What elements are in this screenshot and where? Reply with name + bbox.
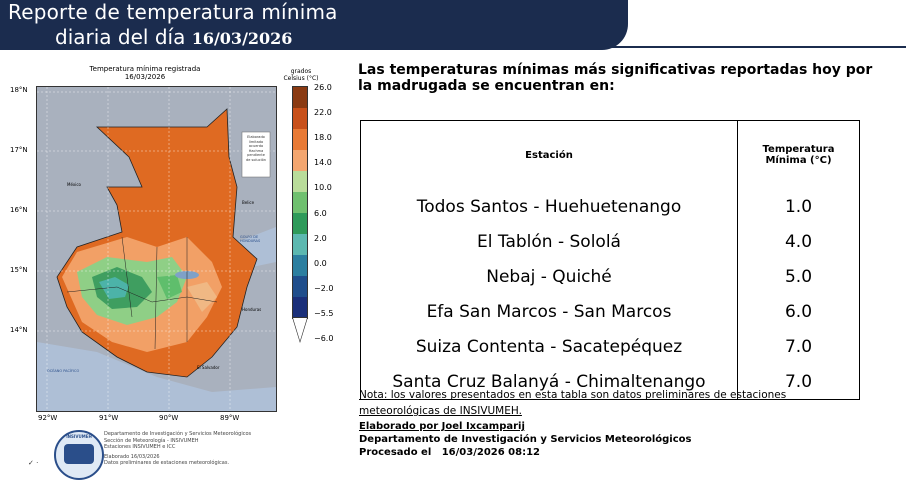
label-belice: Belice (242, 200, 255, 205)
author-line: Elaborado por Joel Ixcamparij (359, 421, 525, 432)
station-table (360, 120, 860, 400)
lat-label: 18°N (10, 86, 28, 94)
insivumeh-logo (54, 430, 104, 480)
min-temperature: 5.0 (784, 266, 813, 287)
colorbar-label: −5.5 (314, 308, 334, 318)
label-gulf: GOLFO DE HONDURAS (240, 235, 261, 243)
station-name: Suiza Contenta - Sacatepéquez (361, 329, 738, 364)
note-line: pendiente (247, 153, 265, 157)
map-credits (104, 431, 284, 467)
colorbar-label: 2.0 (314, 233, 327, 243)
temp-header-line1: Temperatura (762, 144, 835, 155)
lon-label: 89°W (220, 414, 240, 422)
colorbar-label: 0.0 (314, 258, 327, 268)
colorbar-label: −2.0 (314, 283, 334, 293)
report-title-banner (0, 0, 628, 50)
colorbar-segment (293, 234, 307, 255)
table-row (361, 224, 860, 259)
note-line1: Nota: los valores presentados en esta tabla son datos preliminares de estaciones (359, 389, 787, 401)
colorbar-label: 26.0 (314, 83, 332, 92)
label-el-salvador: El Salvador (197, 365, 220, 370)
colorbar-segment (293, 276, 307, 297)
station-table-body (361, 189, 860, 400)
credit-line: Elaborado 16/03/2026 (104, 453, 160, 460)
lon-label: 92°W (38, 414, 58, 422)
station-name: Santa Cruz Balanyá - Chimaltenango (361, 364, 738, 400)
report-title-text: diaria del día (55, 25, 186, 49)
temperature-map-panel (0, 58, 345, 467)
credit-line: Datos preliminares de estaciones meteorológicas. (104, 460, 230, 466)
table-row (361, 329, 860, 364)
bottom-fragment: ✓ · (28, 459, 39, 467)
colorbar-segment (293, 297, 307, 318)
map-title-line1: Temperatura mínima registrada (89, 65, 201, 73)
department-line: Departamento de Investigación y Servicios Meteorológicos (359, 434, 692, 445)
colorbar-title (283, 68, 319, 82)
colorbar-title-line1: grados (290, 68, 312, 75)
colorbar-label: 22.0 (314, 108, 332, 118)
report-title-line1: Reporte de temperatura mínima (8, 0, 338, 24)
station-name: Efa San Marcos - San Marcos (361, 294, 738, 329)
table-row (361, 189, 860, 224)
report-footer (359, 420, 691, 459)
note-line: limitado (248, 139, 264, 144)
colorbar-segment (293, 150, 307, 171)
colorbar-label: 18.0 (314, 133, 332, 143)
colorbar-segment (293, 129, 307, 150)
colorbar-title-line2: Celsius (°C) (283, 75, 319, 82)
logo-text: INSIVUMEH (66, 434, 92, 439)
report-title-line2 (55, 25, 292, 49)
note-line: Elaborado (247, 135, 265, 139)
station-name: Nebaj - Quiché (361, 259, 738, 294)
note-line: Hachma (248, 148, 264, 153)
label-honduras: Honduras (242, 307, 262, 312)
report-date: 16/03/2026 (191, 29, 293, 48)
map-note-box (244, 135, 268, 162)
lat-label: 17°N (10, 146, 28, 154)
colorbar-segment (293, 213, 307, 234)
station-name: El Tablón - Sololá (361, 224, 738, 259)
colorbar (292, 86, 308, 319)
min-temperature: 7.0 (784, 336, 813, 357)
table-row (361, 259, 860, 294)
column-header-station: Estación (361, 121, 738, 190)
colorbar-tip-fill (293, 318, 307, 341)
colorbar-label: 6.0 (314, 208, 327, 218)
colorbar-segment (293, 171, 307, 192)
lon-label: 91°W (99, 414, 119, 422)
colorbar-segment (293, 87, 307, 108)
label-mexico: México (67, 182, 81, 187)
temp-header-line2: Mínima (°C) (765, 155, 832, 166)
colorbar-label: 10.0 (314, 183, 332, 193)
report-heading: Las temperaturas mínimas más significativas reportadas hoy por la madrugada se encuentran en: (358, 62, 873, 94)
note-line2: meteorológicas de INSIVUMEH. (359, 405, 522, 417)
label-ocean: OCÉANO PACÍFICO (47, 369, 80, 373)
min-temperature: 4.0 (784, 231, 813, 252)
colorbar-segment (293, 192, 307, 213)
lat-label: 15°N (10, 266, 28, 274)
min-temperature: 7.0 (784, 371, 813, 392)
guatemala-map-svg (37, 87, 276, 411)
colorbar-segment (293, 108, 307, 129)
logo-emblem (64, 444, 94, 464)
colorbar-label: −6.0 (314, 334, 334, 343)
min-temperature: 1.0 (784, 196, 813, 217)
column-header-temperature (738, 121, 860, 190)
processed-label: Procesado el (359, 447, 432, 458)
map-title (70, 65, 220, 81)
note-line: de solución (246, 157, 266, 162)
station-name: Todos Santos - Huehuetenango (361, 189, 738, 224)
table-row (361, 294, 860, 329)
credit-line: Estaciones INSIVUMEH e ICC (104, 444, 176, 450)
credit-line: Sección de Meteorología - INSIVUMEH (104, 437, 199, 444)
colorbar-label: 14.0 (314, 158, 332, 168)
table-note (359, 387, 845, 419)
lat-label: 16°N (10, 206, 28, 214)
table-header-row (361, 121, 860, 190)
min-temperature: 6.0 (784, 301, 813, 322)
map-title-date: 16/03/2026 (124, 73, 166, 81)
processed-line (359, 446, 691, 459)
temperature-map (36, 86, 277, 412)
colorbar-segment (293, 255, 307, 276)
processed-value: 16/03/2026 08:12 (441, 447, 540, 458)
lat-label: 14°N (10, 326, 28, 334)
lon-label: 90°W (159, 414, 179, 422)
note-line: acuerdo (248, 144, 264, 148)
credit-line: Departamento de Investigación y Servicios Meteorológicos (104, 431, 252, 437)
banner-divider (600, 46, 906, 48)
